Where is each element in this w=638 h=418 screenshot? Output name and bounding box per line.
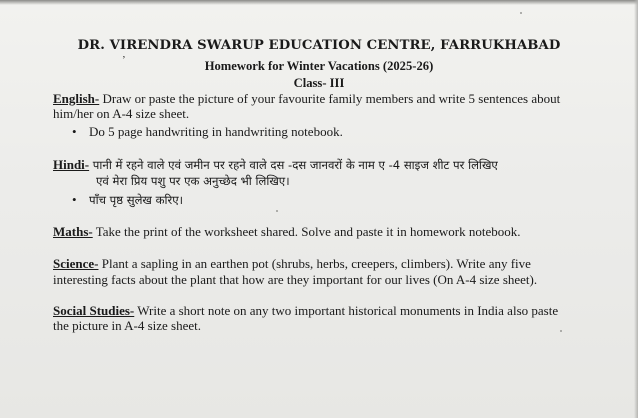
hindi-heading: Hindi- bbox=[53, 157, 90, 172]
english-heading: English- bbox=[53, 91, 100, 106]
bullet-dot: • bbox=[72, 192, 77, 207]
class-label: Class- III bbox=[293, 76, 345, 90]
english-bullet bbox=[72, 124, 343, 140]
social-studies-text: Write a short note on any two important historical monuments in India also paste bbox=[134, 303, 559, 318]
hindi-text-line2: एवं मेरा प्रिय पशु पर एक अनुच्छेद भी लिखिए। bbox=[96, 174, 290, 188]
social-studies-section bbox=[53, 303, 605, 319]
english-bullet-text: Do 5 page handwriting in handwriting notebook. bbox=[89, 124, 343, 139]
scan-top-edge bbox=[0, 0, 638, 5]
scan-speck bbox=[276, 210, 278, 212]
bullet-dot: • bbox=[72, 124, 77, 139]
hindi-bullet-text: पाँच पृष्ठ सुलेख करिए। bbox=[89, 193, 184, 207]
science-text: Plant a sapling in an earthen pot (shrubs, herbs, creepers, climbers). Write any five bbox=[98, 256, 531, 271]
hindi-section bbox=[53, 157, 605, 174]
hindi-text: पानी में रहने वाले एवं जमीन पर रहने वाले दस -दस जानवरों के नाम ए -4 साइज शीट पर लिखिए bbox=[89, 158, 498, 172]
science-heading: Science- bbox=[53, 256, 99, 271]
scan-speck bbox=[520, 12, 522, 14]
science-text-line2: interesting facts about the plant that how are they important for our lives (On A-4 size sheet). bbox=[53, 272, 538, 287]
homework-title: Homework for Winter Vacations (2025-26) bbox=[204, 59, 434, 73]
school-name: DR. VIRENDRA SWARUP EDUCATION CENTRE, FARRUKHABAD bbox=[77, 38, 561, 53]
scan-speck bbox=[560, 330, 562, 332]
maths-section bbox=[53, 224, 605, 240]
pen-mark: ’ bbox=[122, 54, 126, 66]
maths-heading: Maths- bbox=[53, 224, 93, 239]
maths-text: Take the print of the worksheet shared. Solve and paste it in homework notebook. bbox=[92, 224, 521, 239]
social-studies-heading: Social Studies- bbox=[53, 303, 135, 318]
english-text: Draw or paste the picture of your favourite family members and write 5 sentences about bbox=[99, 91, 561, 106]
social-studies-text-line2: the picture in A-4 size sheet. bbox=[53, 318, 202, 333]
english-text-line2: him/her on A-4 size sheet. bbox=[53, 106, 190, 121]
hindi-bullet bbox=[72, 192, 183, 209]
science-section bbox=[53, 256, 605, 272]
english-section bbox=[53, 91, 605, 107]
